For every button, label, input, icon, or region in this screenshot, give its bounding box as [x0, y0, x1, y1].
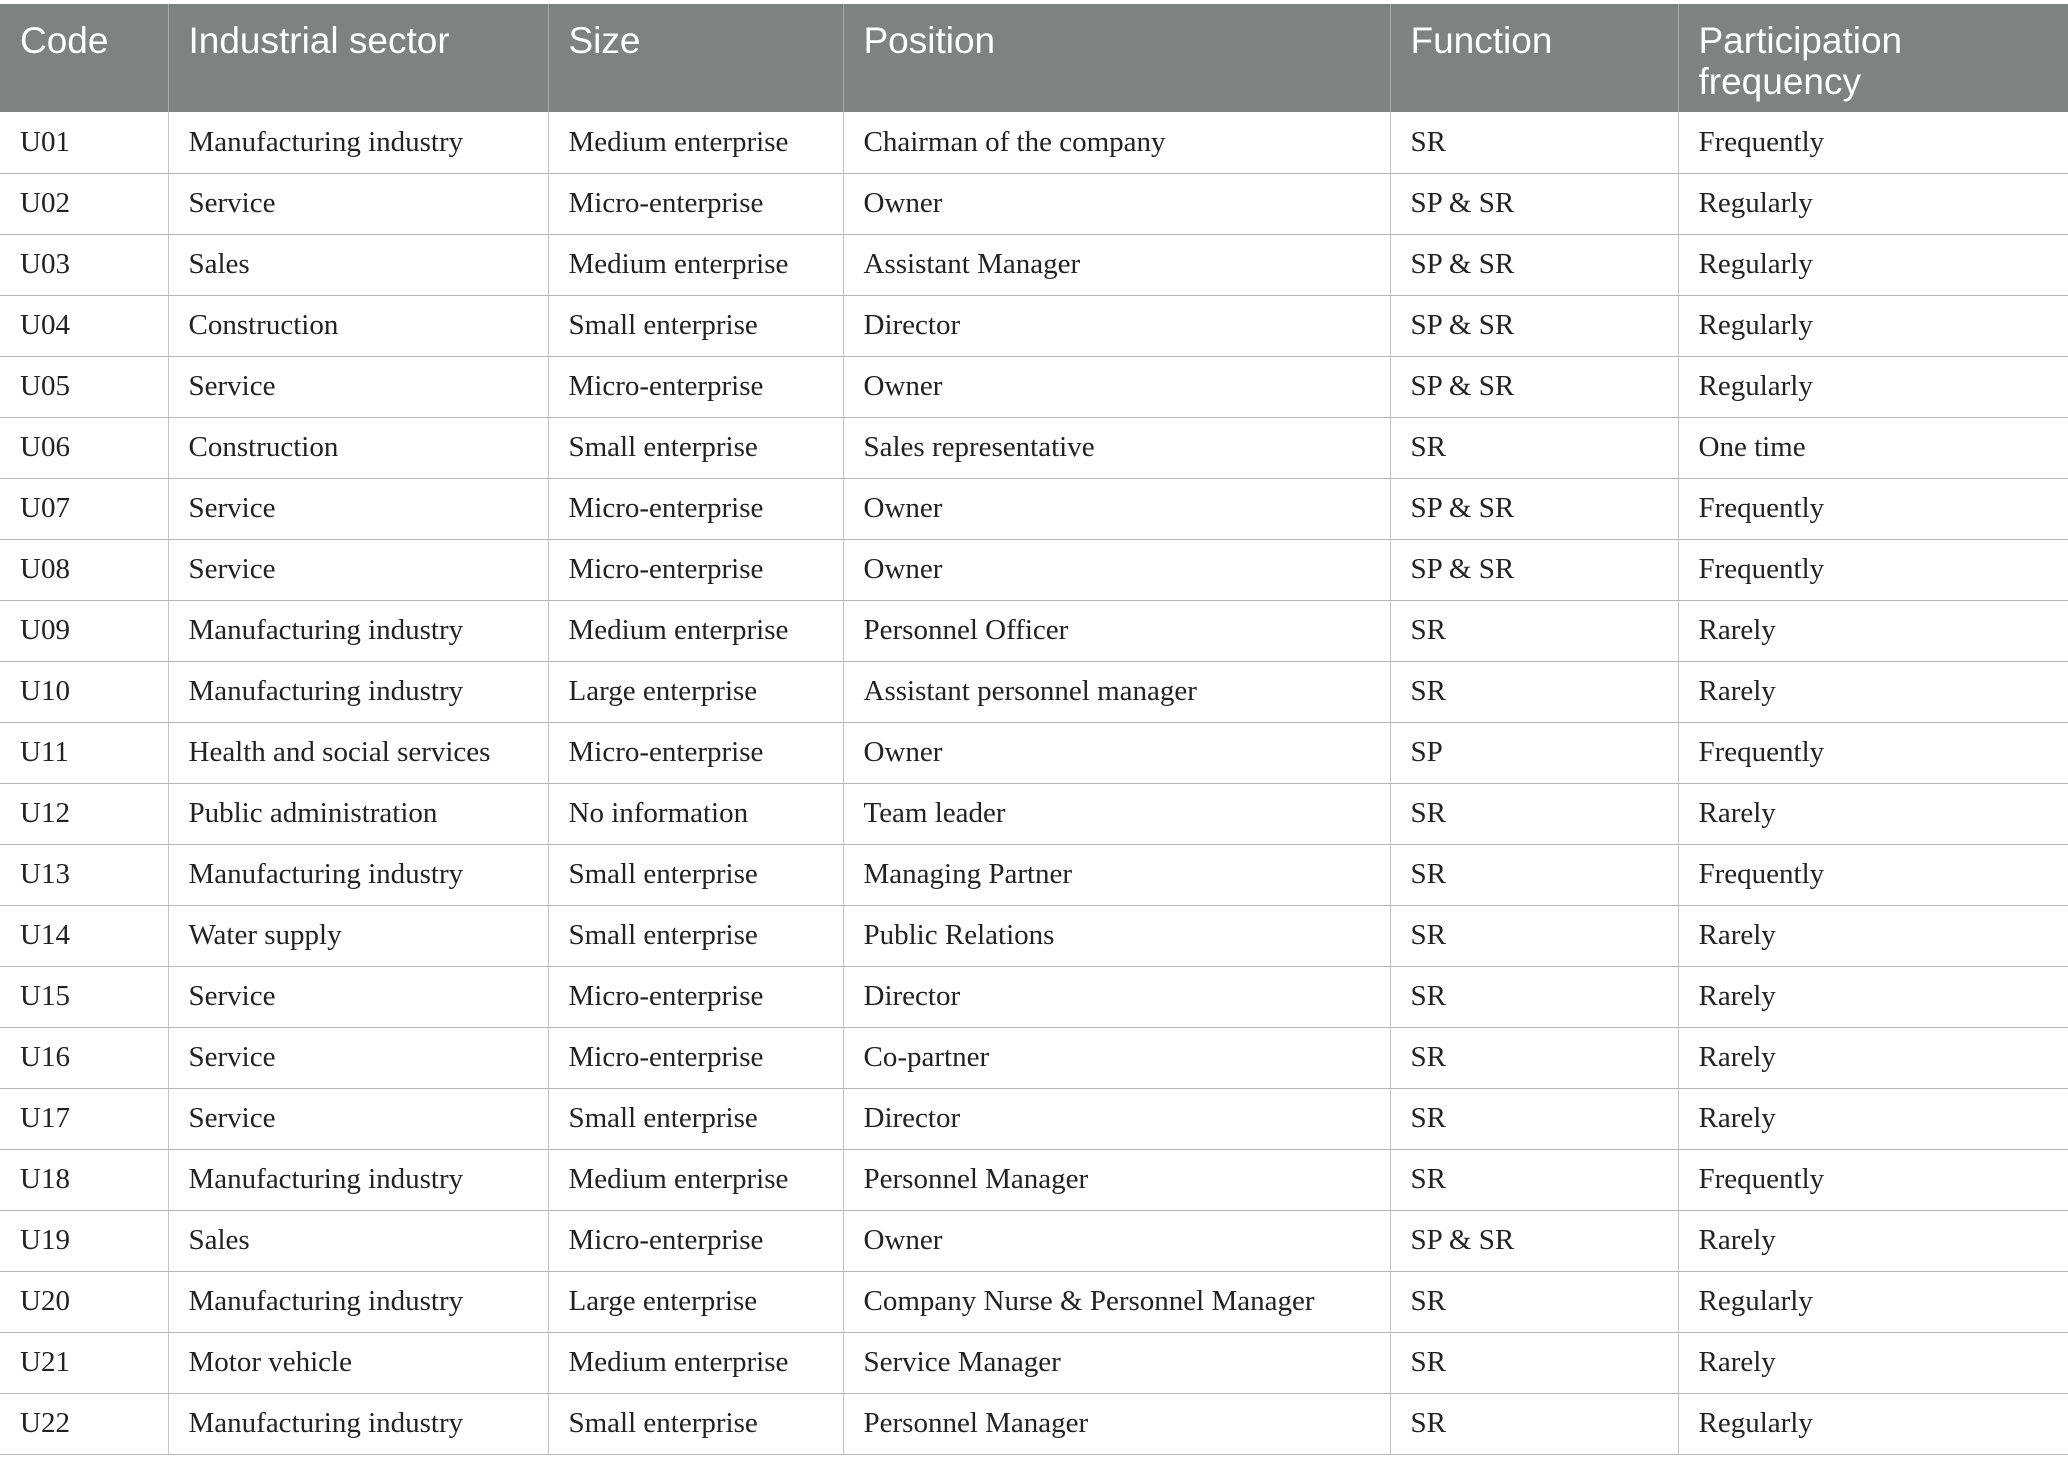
header-function: Function — [1390, 4, 1678, 112]
cell-industrial-sector: Service — [168, 539, 548, 600]
header-size: Size — [548, 4, 843, 112]
cell-industrial-sector: Water supply — [168, 905, 548, 966]
table-row — [0, 1271, 2068, 1332]
cell-position: Owner — [843, 356, 1390, 417]
cell-function: SR — [1390, 1149, 1678, 1210]
cell-participation-frequency: Rarely — [1678, 966, 2068, 1027]
cell-position: Owner — [843, 478, 1390, 539]
cell-function: SR — [1390, 417, 1678, 478]
cell-industrial-sector: Service — [168, 1088, 548, 1149]
cell-size: Small enterprise — [548, 417, 843, 478]
cell-participation-frequency: Frequently — [1678, 722, 2068, 783]
header-position: Position — [843, 4, 1390, 112]
cell-code: U15 — [0, 966, 168, 1027]
cell-size: Large enterprise — [548, 661, 843, 722]
table-row — [0, 1088, 2068, 1149]
table-row — [0, 539, 2068, 600]
cell-code: U22 — [0, 1393, 168, 1454]
cell-participation-frequency: Rarely — [1678, 783, 2068, 844]
table-body — [0, 112, 2068, 1454]
cell-participation-frequency: Rarely — [1678, 1210, 2068, 1271]
cell-position: Public Relations — [843, 905, 1390, 966]
table-row — [0, 844, 2068, 905]
table-row — [0, 173, 2068, 234]
cell-position: Director — [843, 1088, 1390, 1149]
cell-position: Owner — [843, 539, 1390, 600]
cell-position: Owner — [843, 173, 1390, 234]
cell-participation-frequency: Frequently — [1678, 1149, 2068, 1210]
cell-participation-frequency: One time — [1678, 417, 2068, 478]
cell-size: Micro-enterprise — [548, 356, 843, 417]
cell-industrial-sector: Manufacturing industry — [168, 600, 548, 661]
cell-position: Personnel Officer — [843, 600, 1390, 661]
cell-function: SP & SR — [1390, 356, 1678, 417]
cell-industrial-sector: Construction — [168, 295, 548, 356]
cell-size: Small enterprise — [548, 295, 843, 356]
cell-position: Assistant personnel manager — [843, 661, 1390, 722]
cell-participation-frequency: Rarely — [1678, 1088, 2068, 1149]
cell-size: Small enterprise — [548, 844, 843, 905]
cell-size: Medium enterprise — [548, 112, 843, 173]
cell-code: U21 — [0, 1332, 168, 1393]
cell-function: SR — [1390, 905, 1678, 966]
cell-position: Managing Partner — [843, 844, 1390, 905]
table-row — [0, 1210, 2068, 1271]
cell-function: SP & SR — [1390, 478, 1678, 539]
cell-code: U06 — [0, 417, 168, 478]
table-row — [0, 722, 2068, 783]
cell-participation-frequency: Frequently — [1678, 478, 2068, 539]
cell-function: SR — [1390, 844, 1678, 905]
table-row — [0, 600, 2068, 661]
participants-table — [0, 4, 2068, 1455]
cell-code: U05 — [0, 356, 168, 417]
cell-industrial-sector: Manufacturing industry — [168, 1393, 548, 1454]
cell-function: SP & SR — [1390, 1210, 1678, 1271]
table-row — [0, 1393, 2068, 1454]
cell-code: U01 — [0, 112, 168, 173]
cell-code: U17 — [0, 1088, 168, 1149]
cell-function: SR — [1390, 783, 1678, 844]
cell-position: Personnel Manager — [843, 1393, 1390, 1454]
cell-position: Personnel Manager — [843, 1149, 1390, 1210]
cell-industrial-sector: Manufacturing industry — [168, 1149, 548, 1210]
cell-size: No information — [548, 783, 843, 844]
cell-position: Assistant Manager — [843, 234, 1390, 295]
cell-industrial-sector: Service — [168, 173, 548, 234]
table-header — [0, 4, 2068, 112]
cell-industrial-sector: Service — [168, 478, 548, 539]
cell-size: Medium enterprise — [548, 1332, 843, 1393]
cell-participation-frequency: Rarely — [1678, 905, 2068, 966]
cell-size: Micro-enterprise — [548, 722, 843, 783]
cell-code: U19 — [0, 1210, 168, 1271]
cell-industrial-sector: Sales — [168, 1210, 548, 1271]
cell-size: Micro-enterprise — [548, 478, 843, 539]
cell-function: SP & SR — [1390, 173, 1678, 234]
cell-code: U10 — [0, 661, 168, 722]
cell-size: Small enterprise — [548, 905, 843, 966]
cell-participation-frequency: Regularly — [1678, 356, 2068, 417]
cell-function: SR — [1390, 1271, 1678, 1332]
cell-size: Medium enterprise — [548, 1149, 843, 1210]
table-row — [0, 661, 2068, 722]
cell-industrial-sector: Sales — [168, 234, 548, 295]
cell-code: U16 — [0, 1027, 168, 1088]
table-row — [0, 234, 2068, 295]
cell-size: Medium enterprise — [548, 234, 843, 295]
cell-function: SR — [1390, 1088, 1678, 1149]
cell-size: Micro-enterprise — [548, 966, 843, 1027]
cell-code: U11 — [0, 722, 168, 783]
cell-industrial-sector: Service — [168, 966, 548, 1027]
cell-position: Company Nurse & Personnel Manager — [843, 1271, 1390, 1332]
table-row — [0, 417, 2068, 478]
cell-participation-frequency: Frequently — [1678, 844, 2068, 905]
cell-size: Micro-enterprise — [548, 1027, 843, 1088]
cell-size: Small enterprise — [548, 1393, 843, 1454]
cell-position: Owner — [843, 1210, 1390, 1271]
cell-position: Director — [843, 295, 1390, 356]
cell-industrial-sector: Service — [168, 1027, 548, 1088]
cell-code: U20 — [0, 1271, 168, 1332]
table-row — [0, 1149, 2068, 1210]
cell-industrial-sector: Service — [168, 356, 548, 417]
cell-position: Owner — [843, 722, 1390, 783]
cell-position: Sales representative — [843, 417, 1390, 478]
cell-industrial-sector: Manufacturing industry — [168, 661, 548, 722]
cell-industrial-sector: Public administration — [168, 783, 548, 844]
table-row — [0, 783, 2068, 844]
cell-size: Micro-enterprise — [548, 539, 843, 600]
cell-position: Director — [843, 966, 1390, 1027]
cell-industrial-sector: Construction — [168, 417, 548, 478]
cell-participation-frequency: Rarely — [1678, 1332, 2068, 1393]
header-row — [0, 4, 2068, 112]
cell-function: SR — [1390, 1393, 1678, 1454]
cell-size: Micro-enterprise — [548, 1210, 843, 1271]
table-row — [0, 112, 2068, 173]
cell-function: SR — [1390, 661, 1678, 722]
cell-industrial-sector: Manufacturing industry — [168, 1271, 548, 1332]
cell-function: SR — [1390, 600, 1678, 661]
cell-code: U02 — [0, 173, 168, 234]
cell-industrial-sector: Health and social services — [168, 722, 548, 783]
table-row — [0, 966, 2068, 1027]
cell-code: U13 — [0, 844, 168, 905]
cell-code: U18 — [0, 1149, 168, 1210]
cell-function: SP — [1390, 722, 1678, 783]
cell-code: U14 — [0, 905, 168, 966]
cell-size: Medium enterprise — [548, 600, 843, 661]
cell-code: U03 — [0, 234, 168, 295]
cell-size: Large enterprise — [548, 1271, 843, 1332]
cell-function: SR — [1390, 966, 1678, 1027]
cell-code: U04 — [0, 295, 168, 356]
cell-code: U12 — [0, 783, 168, 844]
cell-size: Small enterprise — [548, 1088, 843, 1149]
cell-participation-frequency: Rarely — [1678, 1027, 2068, 1088]
participants-table-container — [0, 4, 2068, 1455]
cell-code: U09 — [0, 600, 168, 661]
cell-function: SP & SR — [1390, 539, 1678, 600]
header-participation-frequency: Participation frequency — [1678, 4, 2068, 112]
cell-industrial-sector: Motor vehicle — [168, 1332, 548, 1393]
cell-code: U07 — [0, 478, 168, 539]
cell-function: SR — [1390, 1027, 1678, 1088]
cell-function: SR — [1390, 112, 1678, 173]
cell-participation-frequency: Regularly — [1678, 1393, 2068, 1454]
cell-function: SP & SR — [1390, 295, 1678, 356]
cell-function: SR — [1390, 1332, 1678, 1393]
table-row — [0, 478, 2068, 539]
cell-participation-frequency: Regularly — [1678, 234, 2068, 295]
cell-participation-frequency: Frequently — [1678, 539, 2068, 600]
header-industrial-sector: Industrial sector — [168, 4, 548, 112]
table-row — [0, 1027, 2068, 1088]
cell-participation-frequency: Rarely — [1678, 661, 2068, 722]
cell-participation-frequency: Regularly — [1678, 173, 2068, 234]
table-row — [0, 1332, 2068, 1393]
cell-position: Service Manager — [843, 1332, 1390, 1393]
cell-participation-frequency: Regularly — [1678, 1271, 2068, 1332]
cell-participation-frequency: Frequently — [1678, 112, 2068, 173]
table-row — [0, 295, 2068, 356]
cell-position: Team leader — [843, 783, 1390, 844]
cell-size: Micro-enterprise — [548, 173, 843, 234]
cell-position: Chairman of the company — [843, 112, 1390, 173]
cell-code: U08 — [0, 539, 168, 600]
cell-participation-frequency: Regularly — [1678, 295, 2068, 356]
cell-industrial-sector: Manufacturing industry — [168, 112, 548, 173]
cell-position: Co-partner — [843, 1027, 1390, 1088]
cell-participation-frequency: Rarely — [1678, 600, 2068, 661]
cell-function: SP & SR — [1390, 234, 1678, 295]
header-code: Code — [0, 4, 168, 112]
table-row — [0, 356, 2068, 417]
cell-industrial-sector: Manufacturing industry — [168, 844, 548, 905]
table-row — [0, 905, 2068, 966]
